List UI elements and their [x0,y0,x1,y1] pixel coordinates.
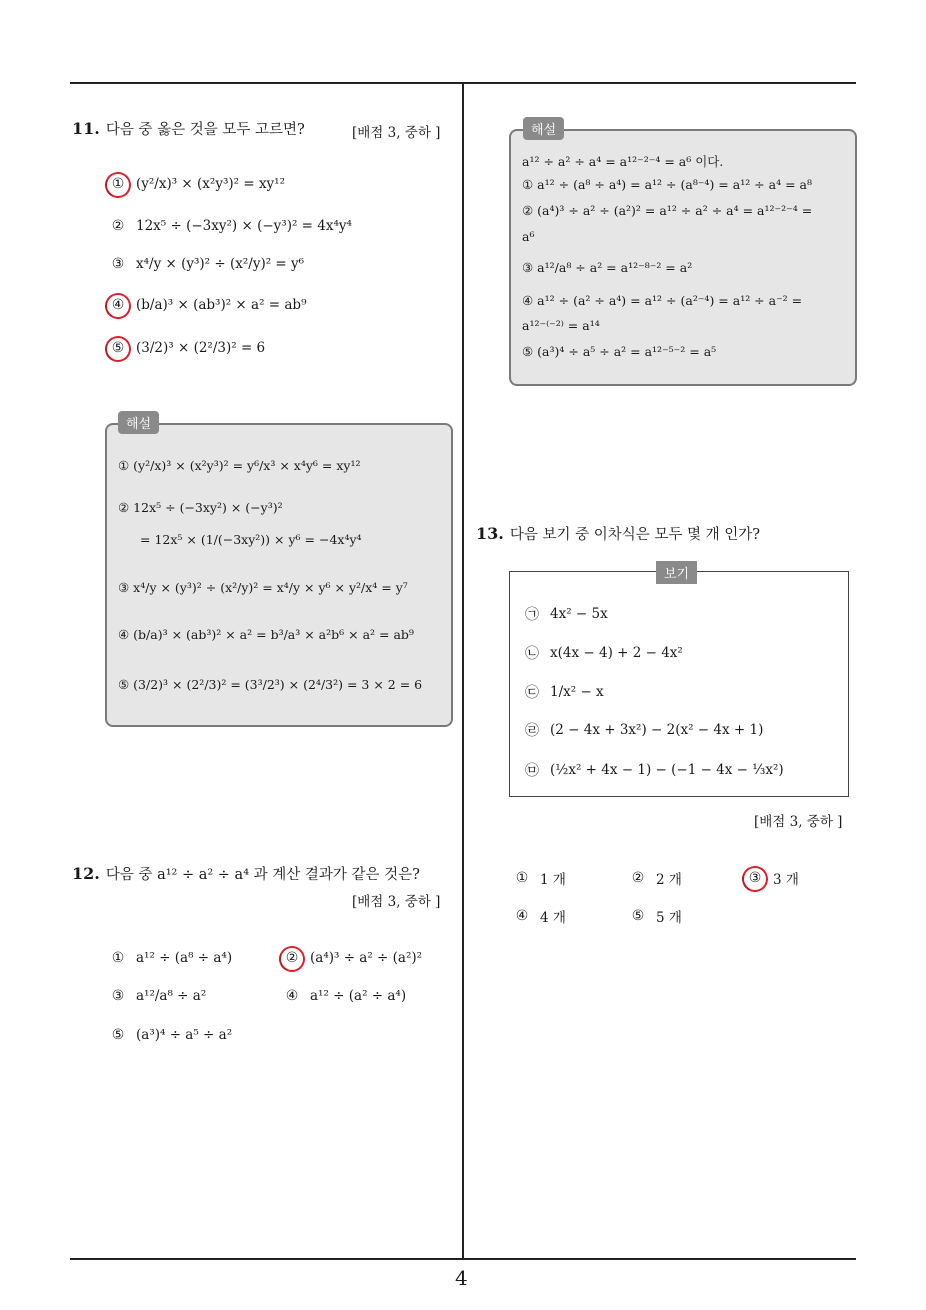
q12-solution-line: ① a¹² ÷ (a⁸ ÷ a⁴) = a¹² ÷ (a⁸⁻⁴) = a¹² ÷ a⁴ = a⁸ [522,177,812,192]
q12-solution-line: a¹² ÷ a² ÷ a⁴ = a¹²⁻²⁻⁴ = a⁶ 이다. [522,154,724,169]
q11-solution-line: ③ x⁴/y × (y³)² ÷ (x²/y)² = x⁴/y × y⁶ × y²/x⁴ = y⁷ [118,580,408,595]
bogi-item-mark: ㉡ [525,646,539,662]
q13-option-text: 2 개 [656,872,682,888]
q11-option-3[interactable] [108,256,304,272]
q12-option-mark: ⑤ [111,1027,125,1043]
q11-option-mark: ⑤ [108,340,128,356]
q12-option-mark: ③ [111,988,125,1004]
q13-text: 다음 보기 중 이차식은 모두 몇 개 인가? [509,527,760,543]
q11-solution-line: ② 12x⁵ ÷ (−3xy²) × (−y³)² [118,500,283,515]
q13-option-text: 4 개 [540,910,566,926]
q13-option-mark: ④ [515,908,529,924]
q12-solution-label: 해설 [523,117,564,140]
q13-option-5[interactable] [628,906,682,926]
q11-solution-line: ④ (b/a)³ × (ab³)² × a² = b³/a³ × a²b⁶ × a² = ab⁹ [118,627,414,642]
bogi-item-mark: ㉠ [525,607,539,623]
column-divider [462,82,464,1258]
q12-solution-line: ⑤ (a³)⁴ ÷ a⁵ ÷ a² = a¹²⁻⁵⁻² = a⁵ [522,344,717,359]
q12-solution-line: ④ a¹² ÷ (a² ÷ a⁴) = a¹² ÷ (a²⁻⁴) = a¹² ÷ a⁻² = [522,293,803,308]
q12-solution-line: a⁶ [522,229,535,244]
page-number: 4 [455,1266,468,1290]
q12-text: 다음 중 a¹² ÷ a² ÷ a⁴ 과 계산 결과가 같은 것은? [105,867,420,883]
q11-option-text: (y²/x)³ × (x²y³)² = xy¹² [136,176,286,192]
q12-option-1[interactable] [108,950,232,966]
q13-option-1[interactable] [512,868,566,888]
bogi-item-text: 1/x² − x [550,684,604,700]
q11-option-text: x⁴/y × (y³)² ÷ (x²/y)² = y⁶ [136,256,305,272]
q12-option-text: a¹² ÷ (a⁸ ÷ a⁴) [136,950,233,966]
q12-option-mark: ④ [285,988,299,1004]
bogi-item-text: (2 − 4x + 3x²) − 2(x² − 4x + 1) [550,722,764,738]
q13-score: [배점 3, 중하 ] [754,814,843,830]
q13-option-mark: ③ [745,870,765,886]
q11-option-mark: ② [111,218,125,234]
q11-option-text: 12x⁵ ÷ (−3xy²) × (−y³)² = 4x⁴y⁴ [136,218,352,234]
q11-option-text: (3/2)³ × (2²/3)² = 6 [136,340,266,356]
q11-option-mark: ④ [108,297,128,313]
bogi-item-text: (½x² + 4x − 1) − (−1 − 4x − ⅓x²) [550,762,784,778]
bogi-item-mark: ㉢ [525,685,539,701]
q12-option-mark: ① [111,950,125,966]
q13-bogi-item [522,720,763,740]
q12-option-mark: ② [282,950,302,966]
q11-header [72,118,305,139]
q11-option-text: (b/a)³ × (ab³)² × a² = ab⁹ [136,297,307,313]
q11-solution-line: = 12x⁵ × (1/(−3xy²)) × y⁶ = −4x⁴y⁴ [140,532,362,547]
q11-number: 11. [72,119,100,138]
bogi-item-mark: ㉤ [525,763,539,779]
bogi-item-mark: ㉣ [525,723,539,739]
bogi-item-text: 4x² − 5x [550,606,608,622]
q13-number: 13. [476,524,504,543]
q13-option-mark: ① [515,870,529,886]
q12-header [72,863,420,884]
q11-text: 다음 중 옳은 것을 모두 고르면? [105,122,305,138]
q11-option-1[interactable] [108,176,285,192]
q11-option-mark: ① [108,176,128,192]
q12-option-text: (a³)⁴ ÷ a⁵ ÷ a² [136,1027,233,1043]
q12-score: [배점 3, 중하 ] [352,894,441,910]
q13-option-text: 3 개 [773,872,799,888]
q13-option-3[interactable] [745,868,799,888]
q12-number: 12. [72,864,100,883]
q13-bogi-item [522,682,604,702]
q11-solution-label: 해설 [118,411,159,434]
q13-bogi-label: 보기 [656,561,697,584]
q11-solution-line: ① (y²/x)³ × (x²y³)² = y⁶/x³ × x⁴y⁶ = xy¹² [118,458,361,473]
q11-option-mark: ③ [111,256,125,272]
q11-score: [배점 3, 중하 ] [352,125,441,141]
q13-option-text: 1 개 [540,872,566,888]
q12-option-text: a¹² ÷ (a² ÷ a⁴) [310,988,407,1004]
q13-bogi-item [522,643,683,663]
q13-option-2[interactable] [628,868,682,888]
q12-solution-line: ② (a⁴)³ ÷ a² ÷ (a²)² = a¹² ÷ a² ÷ a⁴ = a¹²⁻²⁻⁴ = [522,203,813,218]
q12-option-2[interactable] [282,950,422,966]
q13-option-mark: ② [631,870,645,886]
q12-option-4[interactable] [282,988,406,1004]
q12-option-5[interactable] [108,1027,232,1043]
q12-solution-line: ③ a¹²/a⁸ ÷ a² = a¹²⁻⁸⁻² = a² [522,260,693,275]
bogi-item-text: x(4x − 4) + 2 − 4x² [550,645,683,661]
q12-option-text: a¹²/a⁸ ÷ a² [136,988,207,1004]
q13-option-text: 5 개 [656,910,682,926]
q11-option-4[interactable] [108,297,306,313]
q11-solution-line: ⑤ (3/2)³ × (2²/3)² = (3³/2³) × (2⁴/3²) = 3 × 2 = 6 [118,677,423,692]
q12-option-text: (a⁴)³ ÷ a² ÷ (a²)² [310,950,423,966]
q11-option-5[interactable] [108,340,265,356]
q13-option-mark: ⑤ [631,908,645,924]
q12-option-3[interactable] [108,988,206,1004]
q13-bogi-item [522,604,608,624]
q13-header [476,523,760,544]
q12-solution-line: a¹²⁻⁽⁻²⁾ = a¹⁴ [522,318,600,333]
bottom-rule [70,1258,856,1260]
q13-bogi-item [522,760,784,780]
q11-option-2[interactable] [108,218,352,234]
q13-option-4[interactable] [512,906,566,926]
